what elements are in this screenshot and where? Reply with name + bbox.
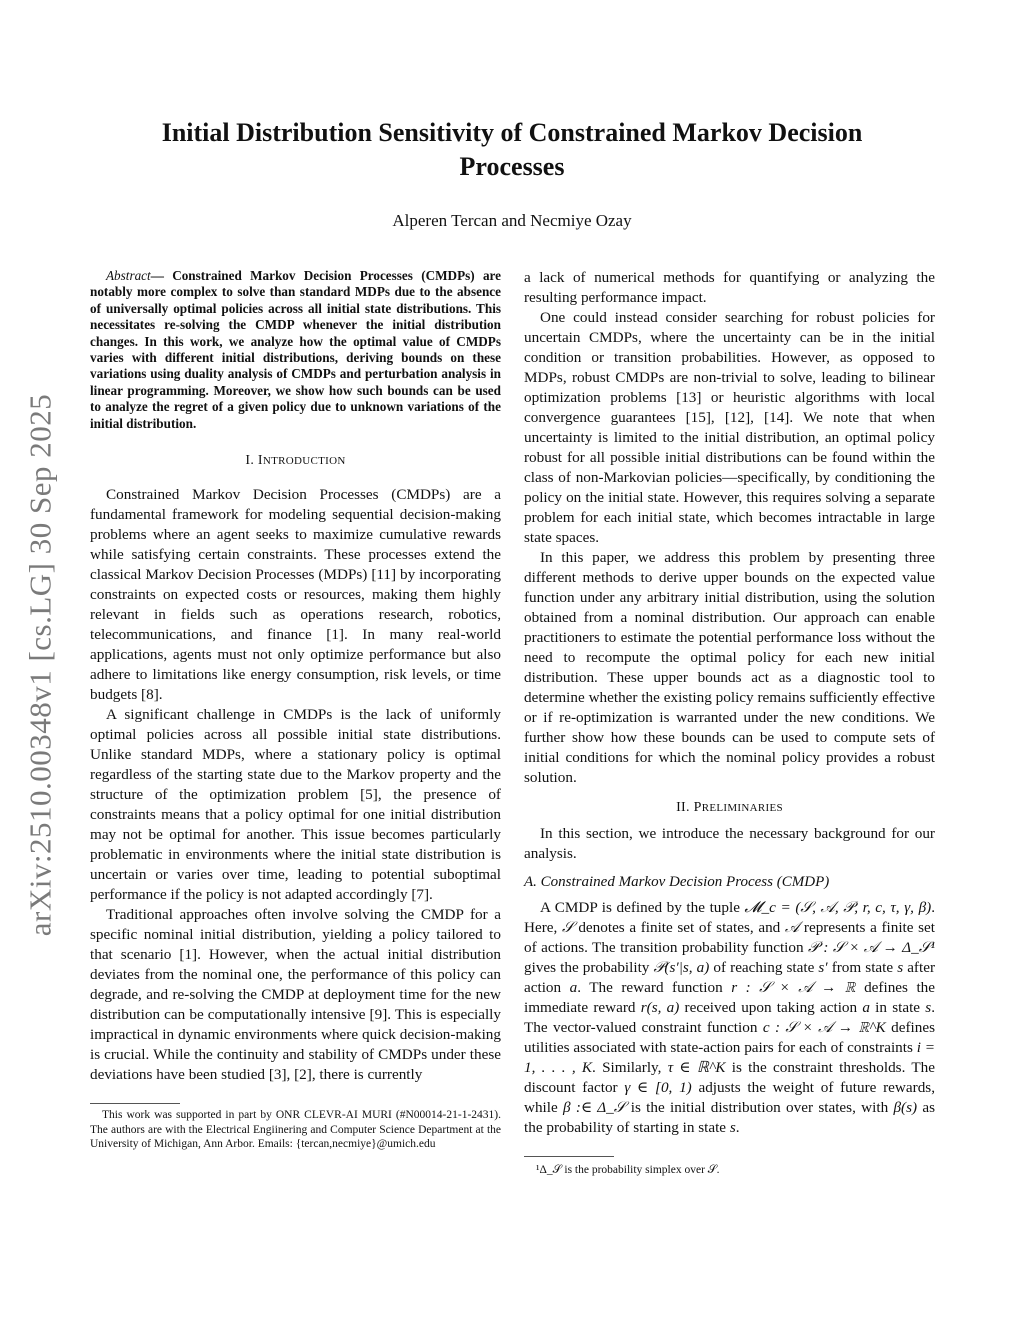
text: defines utilities associated with state-action pairs for each of constraints (524, 1019, 936, 1056)
math: s (897, 959, 904, 976)
text: . The vector-valued constraint function (524, 999, 935, 1036)
math: s (729, 1119, 736, 1136)
paper-authors: Alperen Tercan and Necmiye Ozay (392, 211, 632, 230)
text: is the constraint thresholds. The discount factor (524, 1059, 935, 1096)
math: s (925, 999, 932, 1016)
section-initial: I (257, 453, 263, 469)
section-heading-introduction (90, 451, 501, 471)
text: . Similarly, (592, 1059, 668, 1076)
math: c : 𝒮 × 𝒜 → ℝ^K (762, 1019, 886, 1036)
text: is the initial distribution over states, with (625, 1099, 894, 1116)
math: 𝒫 : 𝒮 × 𝒜 → Δ_𝒮¹ (808, 939, 935, 956)
section-rest: RELIMINARIES (701, 802, 783, 814)
text: A CMDP is defined by the tuple (540, 899, 745, 916)
text: . The reward function (577, 979, 732, 996)
math: a (569, 979, 578, 996)
math: 𝒫(s′|s, a) (653, 959, 710, 976)
text: from state (827, 959, 898, 976)
subsection-heading-cmdp: A. Constrained Markov Decision Process (CMDP) (524, 874, 830, 890)
text: denotes a finite set of states, and (573, 919, 785, 936)
math: 𝒜 (784, 919, 800, 936)
prelim-paragraph-1: In this section, we introduce the necessary background for our analysis. (524, 825, 935, 862)
text: . Here, (524, 899, 935, 936)
section-number: II. (676, 800, 694, 815)
text: defines the immediate reward (524, 979, 936, 1016)
text: of reaching state (709, 959, 819, 976)
right-paragraph-3: In this paper, we address this problem by presenting three different methods to derive upper bounds on the expected value function under any arbitrary initial distribution, using the solution obtained from a nominal distribution. Our approach can enable practitioners to estimate the potential performance loss without the need to recompute the optimal policy for each new initial distribution. These upper bounds act as a diagnostic tool to determine whether the existing policy remains sufficiently effective or if re-optimization is warranted under the new conditions. We further show how these bounds can be used to compute sets of initial conditions for which the nominal policy provides a robust solution. (524, 549, 935, 786)
right-column (524, 268, 935, 1177)
intro-paragraph-1: Constrained Markov Decision Processes (CMDPs) are a fundamental framework for modeling sequential decision-making problems where an agent seeks to maximize cumulative rewards while satisfying certain constraints. These processes extend the classical Markov Decision Processes (MDPs) [11] by incorporating constraints on expected costs or resources, making them highly relevant in fields such as operations research, robotics, telecommunications, and finance [1]. In many real-world applications, agents must not only optimize performance but also adhere to limitations like energy consumption, risk levels, or time budgets [8]. (90, 486, 501, 704)
text: adjusts the weight of future rewards, while (524, 1079, 935, 1116)
right-paragraph-1: a lack of numerical methods for quantifying or analyzing the resulting performance impact. (524, 269, 935, 306)
intro-paragraph-2: A significant challenge in CMDPs is the lack of uniformly optimal policies across all possible initial state distributions. Unlike standard MDPs, where a stationary policy is optimal regardless of the starting state due to the Markov property and the structure of the optimization problem [5], the presence of constraints means that a policy optimal for one initial distribution may not be optimal for another. This issue becomes particularly problematic in environments where the initial state distribution is uncertain or varies over time, leading to potential suboptimal performance if the policy is not adapted accordingly [7]. (90, 706, 501, 904)
right-paragraph-2: One could instead consider searching for robust policies for uncertain CMDPs, where the uncertainty can be in the initial condition or transition probabilities. However, as opposed to MDPs, robust CMDPs are non-trivial to solve, leading to bilinear optimization problems [13] or heuristic algorithms with local convergence guarantees [15], [12], [14]. We note that when uncertainty is limited to the initial distribution, an optimal policy robust for all possible initial distributions can be found within the class of non-Markovian policies—specifically, by conditioning the policy on the initial state. However, this requires solving a separate problem for each initial state, which becomes intractable in large state spaces. (524, 309, 935, 546)
text: after action (524, 959, 936, 996)
arxiv-identifier-sidebar (16, 370, 64, 960)
text: received upon taking action (679, 999, 863, 1016)
abstract-text: Constrained Markov Decision Processes (CMDPs) are notably more complex to solve than standard MDPs due to the absence of universally optimal policies across all initial state distributions. This necessitates re-solving the CMDP whenever the initial distribution changes. In this work, we analyze how the optimal value of CMDPs varies with different initial distributions, deriving bounds on these variations using duality analysis of CMDPs and perturbation analysis in linear programming. Moreover, we show how such bounds can be used to analyze the regret of a given policy due to unknown variations of the initial distribution. (90, 268, 502, 431)
abstract-dash: — (150, 268, 164, 283)
arxiv-id-text: arXiv:2510.00348v1 [cs.LG] 30 Sep 2025 (22, 393, 57, 937)
section-rest: NTRODUCTION (262, 455, 346, 468)
cmdp-definition-paragraph (524, 898, 935, 1138)
math: 𝒮 (561, 919, 574, 936)
math: r(s, a) (640, 999, 680, 1016)
math: γ ∈ [0, 1) (624, 1079, 692, 1096)
section-heading-preliminaries (524, 798, 935, 818)
section-number: I. (245, 453, 258, 469)
text: . (735, 1119, 740, 1136)
text: gives the probability (524, 959, 654, 976)
text: represents a finite set of actions. The transition probability function (524, 919, 935, 956)
text: in state (869, 999, 926, 1016)
abstract (90, 268, 501, 432)
paper-title: Initial Distribution Sensitivity of Constrained Markov Decision Processes (161, 118, 863, 181)
math: τ ∈ ℝ^K (667, 1059, 726, 1076)
math: β(s) (893, 1099, 918, 1116)
left-column (90, 268, 501, 1152)
funding-footnote: This work was supported in part by ONR CLEVR-AI MURI (#N00014-21-1-2431). The authors are with the Electrical Engiinering and Computer Science Department at the University of Michigan, Ann Arbor. Emails: {tercan,necmiye}@umich.edu (90, 1109, 501, 1151)
math: β :∈ Δ_𝒮 (563, 1099, 626, 1116)
abstract-lead: Abstract (106, 268, 151, 283)
footnote-1: ¹Δ_𝒮 is the probability simplex over 𝒮. (536, 1164, 720, 1176)
section-initial: P (693, 800, 702, 815)
intro-paragraph-3: Traditional approaches often involve solving the CMDP for a specific nominal initial distribution, yielding a policy tailored to that scenario [1]. However, when the actual initial distribution deviates from the nominal one, the performance of this policy can degrade, and re-solving the CMDP at deployment time for the new distribution can be computationally intensive [9]. This is especially impractical in dynamic environments where quick decision-making is crucial. While the continuity and stability of CMDPs under these deviations have been studied [3], [2], there is currently (90, 906, 501, 1084)
math: i = 1, . . . , K (524, 1039, 935, 1076)
math: s′ (818, 959, 828, 976)
math: r : 𝒮 × 𝒜 → ℝ (731, 979, 856, 996)
math: 𝓜_c = (𝒮, 𝒜, 𝒫, r, c, τ, γ, β) (744, 899, 932, 916)
math: a (862, 999, 870, 1016)
text: as the probability of starting in state (524, 1099, 935, 1136)
